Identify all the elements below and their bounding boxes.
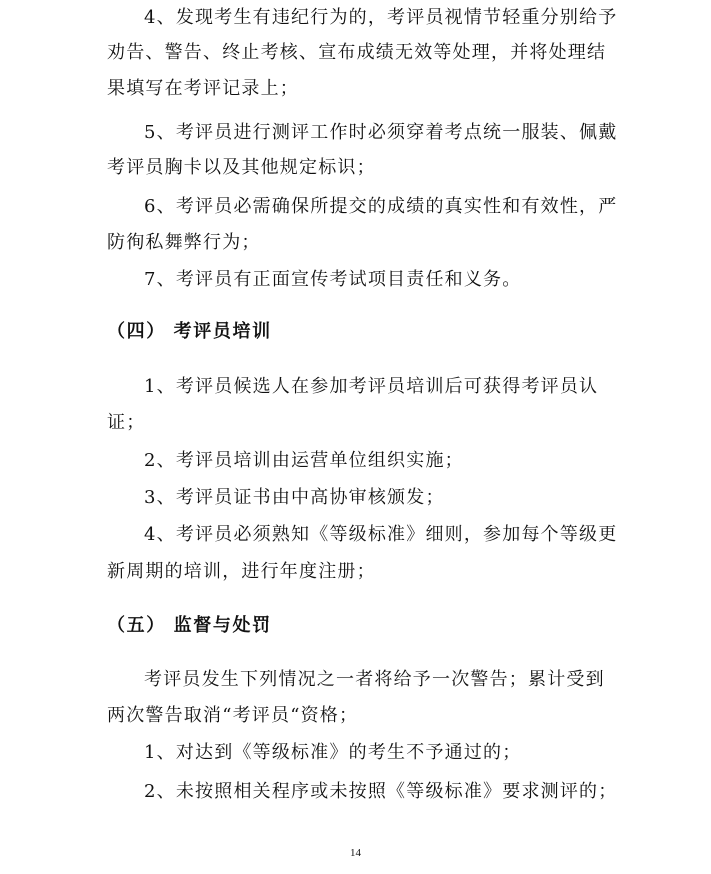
paragraph-line: 防徇私舞弊行为；: [107, 232, 261, 253]
paragraph-line: 证；: [107, 412, 146, 433]
section-heading-supervision: （五） 监督与处罚: [107, 615, 272, 636]
paragraph-line: 考评员胸卡以及其他规定标识；: [107, 157, 376, 178]
paragraph-line: 两次警告取消“考评员“资格；: [107, 705, 359, 726]
paragraph-line: 4、考评员必须熟知《等级标准》细则，参加每个等级更: [144, 524, 618, 545]
paragraph-line: 2、考评员培训由运营单位组织实施；: [144, 450, 464, 471]
paragraph-line: 5、考评员进行测评工作时必须穿着考点统一服装、佩戴: [144, 122, 618, 143]
paragraph-line: 新周期的培训，进行年度注册；: [107, 561, 376, 582]
paragraph-line: 4、发现考生有违纪行为的，考评员视情节轻重分别给予: [144, 7, 618, 28]
paragraph-line: 果填写在考评记录上；: [107, 78, 299, 99]
paragraph-line: 考评员发生下列情况之一者将给予一次警告；累计受到: [144, 669, 605, 690]
section-heading-training: （四） 考评员培训: [107, 321, 272, 342]
paragraph-line: 1、对达到《等级标准》的考生不予通过的；: [144, 742, 522, 763]
paragraph-line: 3、考评员证书由中高协审核颁发；: [144, 487, 445, 508]
paragraph-line: 劝告、警告、终止考核、宣布成绩无效等处理，并将处理结: [107, 42, 607, 63]
paragraph-line: 6、考评员必需确保所提交的成绩的真实性和有效性，严: [144, 196, 618, 217]
paragraph-line: 2、未按照相关程序或未按照《等级标准》要求测评的；: [144, 781, 618, 802]
paragraph-line: 7、考评员有正面宣传考试项目责任和义务。: [144, 269, 522, 290]
paragraph-line: 1、考评员候选人在参加考评员培训后可获得考评员认: [144, 376, 599, 397]
page-number: 14: [350, 847, 361, 859]
